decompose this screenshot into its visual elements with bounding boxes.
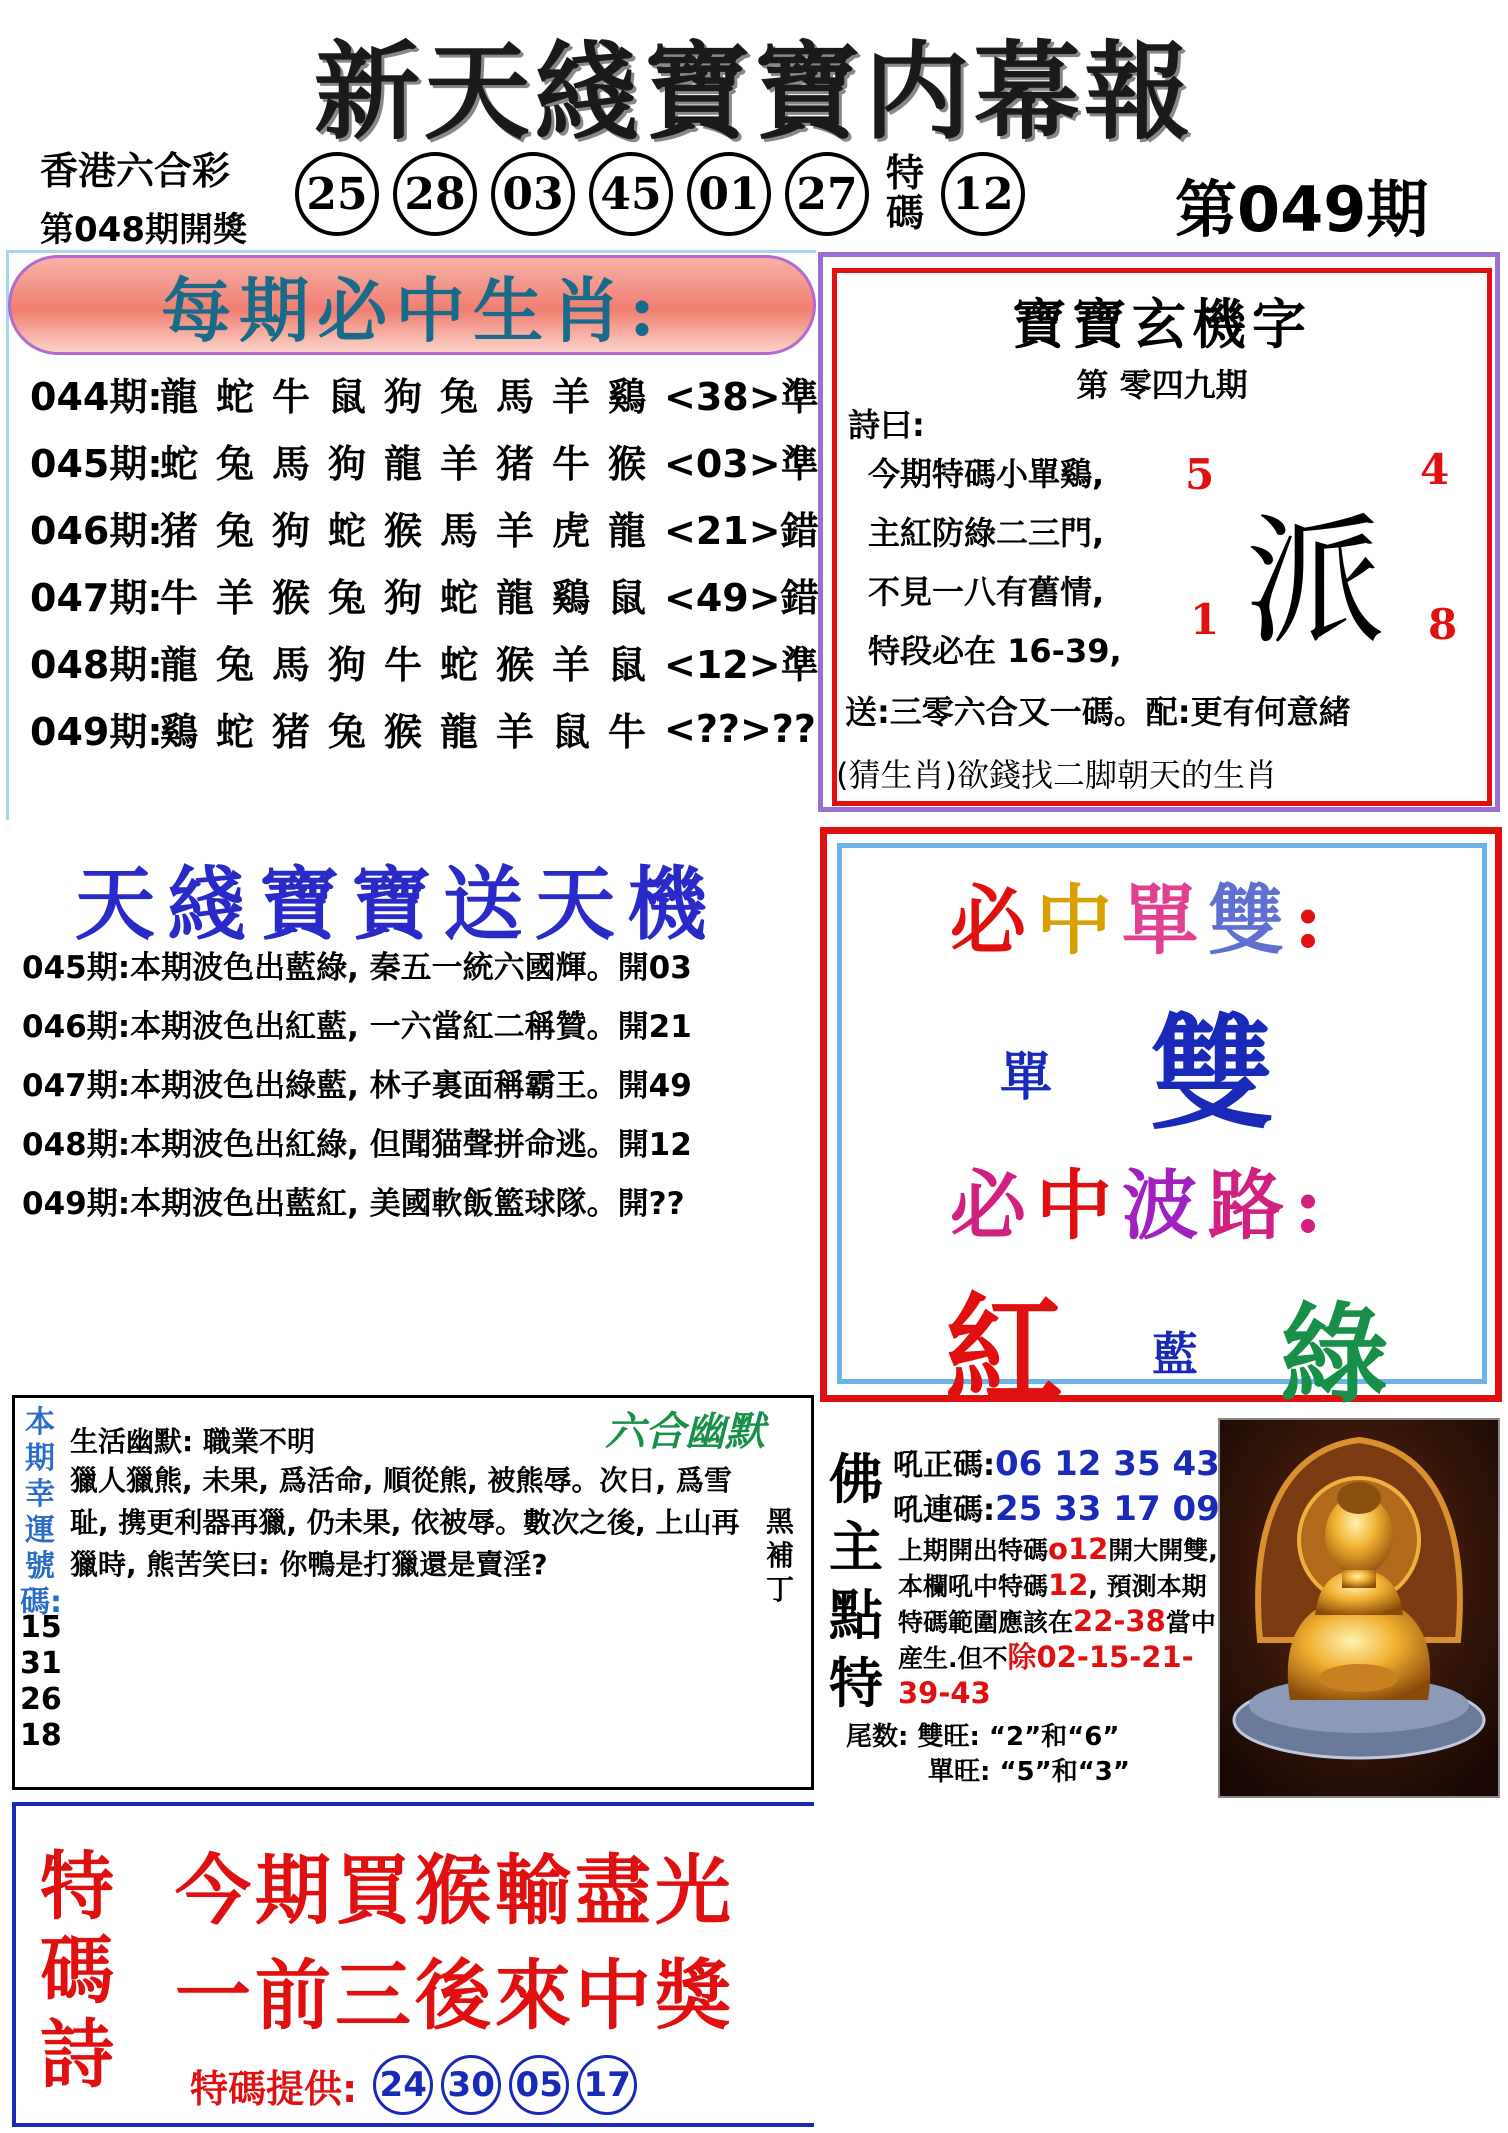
zodiac-row [30, 427, 819, 494]
poem-line: 不見一八有舊情, [868, 573, 1105, 611]
zodiac-result: <03>準 [664, 442, 819, 486]
sky-machine-line: 049期:本期波色出藍紅, 美國軟飯籃球隊。開?? [22, 1186, 685, 1222]
hou-zheng-label: 吼正碼: [893, 1448, 995, 1483]
zodiac-signs: 蛇兔馬狗龍羊猪牛猴 [160, 442, 665, 486]
corner-number: 1 [1190, 595, 1220, 644]
desc-text: 當中産生.但不 [898, 1608, 1216, 1673]
humor-tag: 六合幽默 [605, 1409, 765, 1455]
desc-exclusion: 除02-15-21-39-43 [898, 1640, 1194, 1710]
buddha-description [898, 1532, 1218, 1712]
heading-char: 波 [1122, 1161, 1208, 1250]
humor-title: 生活幽默: 職業不明 [70, 1425, 315, 1458]
poem-line: 主紅防綠二三門, [868, 514, 1105, 552]
zodiac-issue: 044期: [30, 375, 163, 419]
poem-head: 詩曰: [848, 406, 925, 444]
previous-issue-label: 第048期開獎 [40, 210, 247, 250]
wave-blue: 藍 [1152, 1327, 1198, 1381]
zodiac-issue: 045期: [30, 442, 163, 486]
provide-ball: 24 [373, 2055, 433, 2115]
guess-line: (猜生肖)欲錢找二脚朝天的生肖 [836, 756, 1277, 794]
hou-zheng [893, 1440, 1220, 1484]
heading-char: 必 [950, 1161, 1036, 1250]
draw-ball: 25 [295, 152, 379, 236]
zodiac-row [30, 695, 816, 762]
zodiac-signs: 猪兔狗蛇猴馬羊虎龍 [160, 509, 665, 553]
machine-title: 寶寶玄機字 [1012, 292, 1312, 356]
provide-ball: 05 [509, 2055, 569, 2115]
lottery-name: 香港六合彩 [40, 149, 231, 193]
heading-char: 中 [1036, 1161, 1122, 1250]
zodiac-issue: 048期: [30, 643, 163, 687]
corner-number: 4 [1420, 445, 1450, 494]
heading-char: : [1294, 876, 1333, 965]
machine-word: 派 [1245, 501, 1386, 664]
zodiac-result: <21>錯 [664, 509, 819, 553]
draw-ball: 01 [687, 152, 771, 236]
zodiac-result: <49>錯 [664, 576, 819, 620]
zodiac-signs: 鷄蛇猪兔猴龍羊鼠牛 [160, 710, 665, 754]
zodiac-title: 每期必中生肖: [161, 268, 663, 352]
special-number-label: 特碼 [885, 151, 924, 235]
heading-char: 單 [1122, 876, 1208, 965]
tail-numbers [846, 1720, 1130, 1790]
humor-author: 黑補丁 [765, 1505, 794, 1606]
buddha-image [1218, 1418, 1500, 1798]
hou-lian [893, 1485, 1220, 1529]
hou-lian-label: 吼連碼: [893, 1493, 995, 1528]
lucky-label: 本期幸運號碼: [20, 1405, 62, 1620]
zodiac-signs: 龍兔馬狗牛蛇猴羊鼠 [160, 643, 665, 687]
special-poem-label: 特碼詩 [40, 1844, 114, 2098]
buddha-illustration [1220, 1420, 1498, 1796]
desc-number: o12 [1048, 1532, 1109, 1566]
zodiac-row [30, 360, 819, 427]
zodiac-row [30, 628, 819, 695]
zodiac-result: <38>準 [664, 375, 819, 419]
draw-ball: 28 [393, 152, 477, 236]
zodiac-result: <12>準 [664, 643, 819, 687]
heading-char: : [1294, 1161, 1333, 1250]
zodiac-row [30, 494, 819, 561]
corner-number: 8 [1428, 600, 1458, 649]
zodiac-issue: 047期: [30, 576, 163, 620]
tail-double: 雙旺: “2”和“6” [917, 1722, 1120, 1752]
heading-char: 路 [1208, 1161, 1294, 1250]
provide-label: 特碼提供: [190, 2066, 358, 2111]
poem-line: 今期特碼小單鷄, [868, 455, 1105, 493]
tail-label: 尾数: [846, 1722, 909, 1752]
sky-machine-line: 046期:本期波色出紅藍, 一六當紅二稱贊。開21 [22, 1009, 692, 1045]
heading-char: 必 [950, 876, 1036, 965]
zodiac-issue: 049期: [30, 710, 163, 754]
zodiac-list [30, 360, 819, 762]
heading-char: 中 [1036, 876, 1122, 965]
sky-machine-list [22, 935, 692, 1230]
sky-machine-title: 天綫寶寶送天機 [75, 857, 719, 951]
desc-range: 22-38 [1073, 1604, 1166, 1638]
provide-ball: 30 [441, 2055, 501, 2115]
provide-ball: 17 [577, 2055, 637, 2115]
zodiac-title-banner [8, 255, 816, 355]
special-poem-line: 今期買猴輸盡光 [175, 1846, 735, 1935]
odd-even-heading [950, 860, 1332, 969]
draw-numbers [295, 152, 1025, 236]
poem [868, 445, 1122, 681]
draw-ball: 03 [491, 152, 575, 236]
hou-zheng-value: 06 12 35 43 [995, 1444, 1220, 1484]
single-label: 單 [1000, 1048, 1053, 1108]
zodiac-signs: 龍蛇牛鼠狗兔馬羊鷄 [160, 375, 665, 419]
draw-ball: 45 [589, 152, 673, 236]
poem-line: 特段必在 16-39, [868, 632, 1122, 670]
page-title: 新天綫寶寶内幕報 [314, 29, 1194, 154]
desc-number: 12 [1048, 1568, 1089, 1602]
tail-single: 單旺: “5”和“3” [928, 1757, 1130, 1787]
wave-red: 紅 [945, 1280, 1064, 1419]
wave-green: 綠 [1280, 1292, 1389, 1418]
humor-body: 獵人獵熊, 未果, 爲活命, 順從熊, 被熊辱。次日, 爲雪耻, 携更利器再獵, 仍未果, 依被辱。數次之後, 上山再獵時, 熊苦笑曰: 你鴨是打獵還是賣淫? [70, 1464, 740, 1581]
zodiac-result: <??>?? [664, 706, 816, 751]
current-issue: 第049期 [1175, 173, 1429, 246]
hou-lian-value: 25 33 17 09 [995, 1489, 1220, 1529]
zodiac-row [30, 561, 819, 628]
zodiac-issue: 046期: [30, 509, 163, 553]
special-poem-line: 一前三後來中獎 [175, 1951, 735, 2040]
special-provide [190, 2055, 637, 2115]
corner-number: 5 [1185, 450, 1215, 499]
send-line: 送:三零六合又一碼。配:更有何意緒 [845, 693, 1351, 731]
double-label: 雙 [1150, 1002, 1275, 1147]
buddha-title: 佛主點特 [829, 1447, 883, 1715]
sky-machine-line: 045期:本期波色出藍綠, 秦五一統六國輝。開03 [22, 950, 692, 986]
desc-text: 開大開雙, 本欄吼中特碼 [898, 1536, 1218, 1601]
lucky-numbers: 15 31 26 18 [20, 1610, 62, 1753]
special-ball: 12 [941, 152, 1025, 236]
heading-char: 雙 [1208, 876, 1294, 965]
wave-heading [950, 1145, 1332, 1254]
desc-text: , 預測本期特碼範圍應該在 [898, 1572, 1207, 1637]
sky-machine-line: 048期:本期波色出紅綠, 但聞猫聲拼命逃。開12 [22, 1127, 692, 1163]
draw-ball: 27 [785, 152, 869, 236]
zodiac-signs: 牛羊猴兔狗蛇龍鷄鼠 [160, 576, 665, 620]
sky-machine-line: 047期:本期波色出綠藍, 林子裏面稱霸王。開49 [22, 1068, 692, 1104]
machine-issue: 第 零四九期 [1076, 366, 1248, 404]
desc-text: 上期開出特碼 [898, 1536, 1049, 1565]
